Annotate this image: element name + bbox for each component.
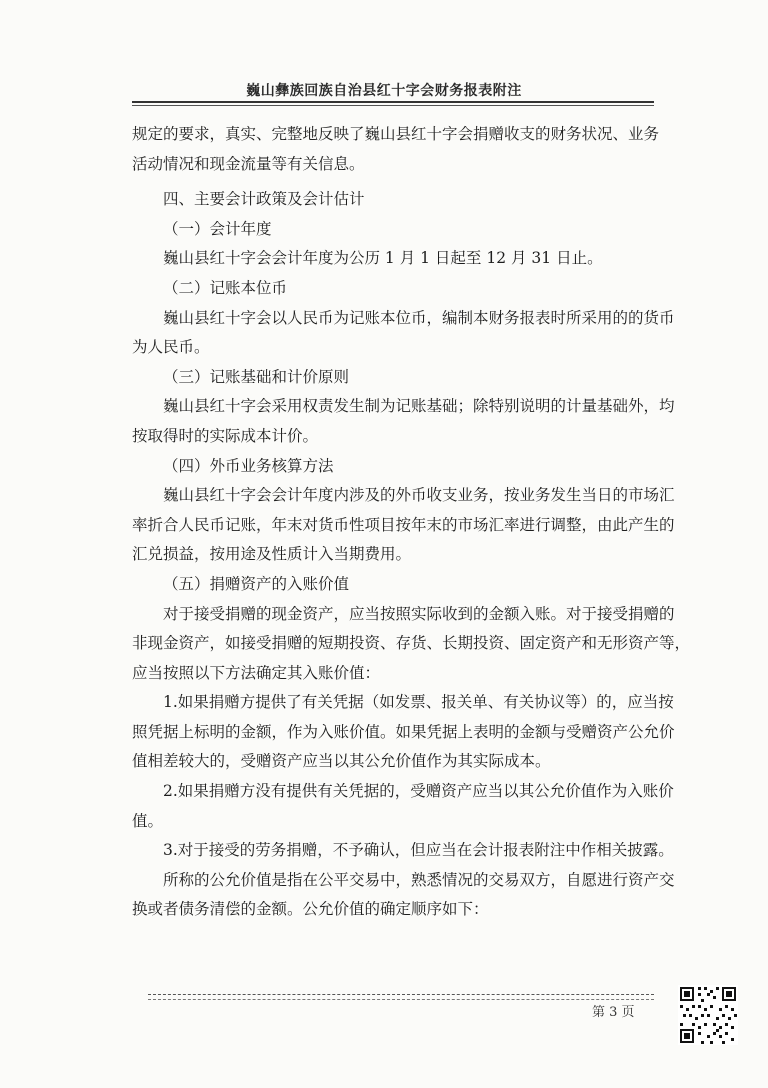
text-line: 巍山县红十字会采用权责发生制为记账基础；除特别说明的计量基础外，均 xyxy=(163,397,675,416)
header-rule-thin xyxy=(132,105,654,106)
header-rule xyxy=(132,101,654,103)
text-line: 所称的公允价值是指在公平交易中，熟悉情况的交易双方，自愿进行资产交 xyxy=(163,870,675,889)
body-text xyxy=(132,120,691,925)
text-line: 值。 xyxy=(132,811,164,830)
text-line: 巍山县红十字会会计年度为公历 1 月 1 日起至 12 月 31 日止。 xyxy=(163,249,603,268)
subsection-heading: （一）会计年度 xyxy=(163,219,272,238)
text-line: 按取得时的实际成本计价。 xyxy=(132,426,319,445)
footer-rule xyxy=(148,994,654,995)
header-title: 巍山彝族回族自治县红十字会财务报表附注 xyxy=(246,83,522,99)
page-number: 第 3 页 xyxy=(592,1005,635,1020)
text-line: 非现金资产，如接受捐赠的短期投资、存货、长期投资、固定资产和无形资产等， xyxy=(132,634,691,653)
text-line: 1.如果捐赠方提供了有关凭据（如发票、报关单、有关协议等）的，应当按 xyxy=(163,693,674,712)
text-line: 照凭据上标明的金额，作为入账价值。如果凭据上表明的金额与受赠资产公允价 xyxy=(132,722,675,741)
section-heading: 四、主要会计政策及会计估计 xyxy=(163,190,365,209)
qr-code-icon xyxy=(678,985,738,1045)
text-line: 汇兑损益，按用途及性质计入当期费用。 xyxy=(132,545,412,564)
subsection-heading: （三）记账基础和计价原则 xyxy=(163,367,350,386)
text-line: 率折合人民币记账，年末对货币性项目按年末的市场汇率进行调整，由此产生的 xyxy=(132,515,675,534)
subsection-heading: （二）记账本位币 xyxy=(163,278,288,297)
text-line: 值相差较大的，受赠资产应当以其公允价值作为其实际成本。 xyxy=(132,752,551,771)
text-line: 巍山县红十字会会计年度内涉及的外币收支业务，按业务发生当日的市场汇 xyxy=(163,486,675,505)
text-line: 巍山县红十字会以人民币为记账本位币，编制本财务报表时所采用的的货币 xyxy=(163,308,675,327)
subsection-heading: （五）捐赠资产的入账价值 xyxy=(163,574,350,593)
text-line: 活动情况和现金流量等有关信息。 xyxy=(132,154,365,173)
text-line: 规定的要求，真实、完整地反映了巍山县红十字会捐赠收支的财务状况、业务 xyxy=(132,125,660,143)
subsection-heading: （四）外币业务核算方法 xyxy=(163,456,334,475)
footer-rule-lower xyxy=(148,999,654,1000)
text-line: 对于接受捐赠的现金资产，应当按照实际收到的金额入账。对于接受捐赠的 xyxy=(163,604,675,623)
text-line: 换或者债务清偿的金额。公允价值的确定顺序如下： xyxy=(132,900,489,919)
text-line: 3.对于接受的劳务捐赠，不予确认，但应当在会计报表附注中作相关披露。 xyxy=(163,841,674,860)
text-line: 应当按照以下方法确定其入账价值： xyxy=(132,663,381,682)
text-line: 2.如果捐赠方没有提供有关凭据的，受赠资产应当以其公允价值作为入账价 xyxy=(163,782,674,801)
text-line: 为人民币。 xyxy=(132,338,210,357)
